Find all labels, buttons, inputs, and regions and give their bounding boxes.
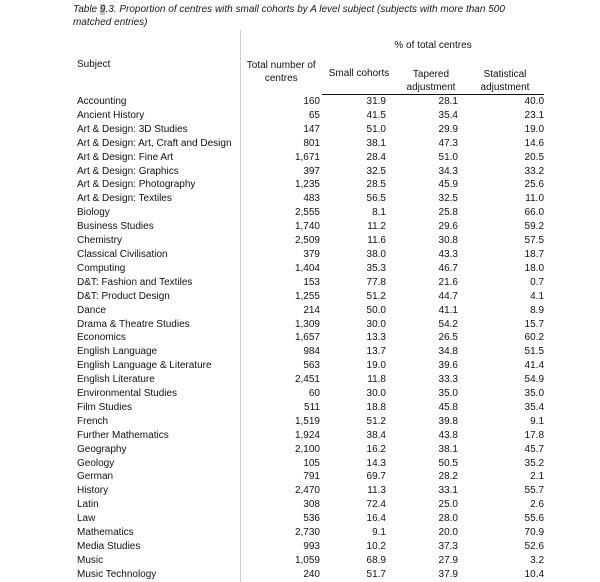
data-table — [72, 30, 544, 582]
cell-total-centres: 511 — [240, 401, 322, 415]
cell-small-cohorts: 51.2 — [366, 290, 386, 302]
cell-tapered-adjustment: 43.8 — [438, 429, 458, 441]
cell-total-centres: 2,555 — [240, 206, 322, 220]
table-row — [72, 109, 544, 123]
cell-subject: Dance — [77, 304, 106, 316]
table-row — [72, 373, 544, 387]
table-row — [72, 290, 544, 304]
cell-subject: Latin — [77, 499, 99, 511]
cell-tapered-adjustment: 27.9 — [438, 554, 458, 566]
table-body — [72, 95, 544, 582]
cell-small-cohorts: 11.8 — [367, 374, 386, 386]
cell-total-centres: 563 — [240, 359, 322, 373]
cell-tapered-adjustment: 29.9 — [438, 123, 458, 135]
cell-tapered-adjustment: 34.8 — [438, 346, 458, 358]
cell-tapered-adjustment: 37.9 — [438, 568, 458, 580]
cell-small-cohorts: 38.4 — [366, 429, 386, 441]
header-statistical-adjustment: Statistical adjustment — [466, 57, 544, 95]
cell-total-centres: 993 — [240, 540, 322, 554]
table-row — [72, 512, 544, 526]
cell-tapered-adjustment: 26.5 — [438, 332, 458, 344]
table-row — [72, 526, 544, 540]
cell-total-centres: 105 — [240, 457, 322, 471]
cell-small-cohorts: 19.0 — [366, 360, 386, 372]
cell-subject: Further Mathematics — [77, 429, 169, 441]
cell-statistical-adjustment: 2.1 — [530, 471, 545, 483]
cell-tapered-adjustment: 28.2 — [438, 471, 458, 483]
cell-subject: Art & Design: Graphics — [77, 165, 179, 177]
cell-subject: Biology — [77, 207, 110, 219]
cell-small-cohorts: 38.1 — [366, 137, 386, 149]
cell-statistical-adjustment: 33.2 — [524, 165, 545, 177]
cell-statistical-adjustment: 15.7 — [524, 318, 545, 330]
table-row — [72, 554, 544, 568]
cell-tapered-adjustment: 39.6 — [438, 360, 458, 372]
cell-statistical-adjustment: 40.0 — [524, 96, 545, 107]
cell-tapered-adjustment: 43.3 — [438, 248, 458, 260]
cell-tapered-adjustment: 47.3 — [438, 137, 458, 149]
table-row — [72, 429, 544, 443]
cell-total-centres: 2,100 — [240, 443, 322, 457]
cell-tapered-adjustment: 32.5 — [438, 193, 458, 205]
table-row — [72, 540, 544, 554]
cell-total-centres: 984 — [240, 345, 322, 359]
cell-subject: English Language — [77, 346, 158, 358]
cell-small-cohorts: 16.2 — [366, 443, 386, 455]
cell-small-cohorts: 72.4 — [366, 499, 386, 511]
cell-subject: Classical Civilisation — [77, 248, 168, 260]
table-row — [72, 192, 544, 206]
cell-total-centres: 1,404 — [240, 262, 322, 276]
cell-small-cohorts: 68.9 — [366, 554, 386, 566]
cell-small-cohorts: 10.2 — [366, 541, 386, 552]
table-row — [72, 318, 544, 332]
cell-small-cohorts: 30.0 — [366, 388, 386, 400]
table-row — [72, 248, 544, 262]
cell-statistical-adjustment: 18.7 — [524, 248, 545, 260]
cell-small-cohorts: 11.2 — [367, 221, 386, 233]
cell-total-centres: 308 — [240, 498, 322, 512]
caption-number-suffix: .3 — [105, 4, 114, 15]
cell-tapered-adjustment: 50.5 — [438, 457, 458, 469]
cell-statistical-adjustment: 25.6 — [524, 179, 545, 191]
cell-tapered-adjustment: 21.6 — [438, 276, 458, 288]
cell-subject: German — [77, 471, 114, 483]
cell-subject: English Language & Literature — [77, 360, 212, 372]
table-row — [72, 262, 544, 276]
cell-statistical-adjustment: 60.2 — [524, 332, 545, 344]
cell-total-centres: 214 — [240, 304, 322, 318]
header-percent-group: % of total centres — [394, 40, 472, 51]
cell-subject: Law — [77, 513, 96, 525]
cell-tapered-adjustment: 29.6 — [438, 221, 458, 233]
cell-tapered-adjustment: 44.7 — [438, 290, 458, 302]
cell-tapered-adjustment: 28.1 — [438, 96, 458, 107]
cell-small-cohorts: 30.0 — [366, 318, 386, 330]
cell-small-cohorts: 16.4 — [366, 513, 386, 525]
cell-small-cohorts: 51.0 — [366, 123, 386, 135]
table-row — [72, 345, 544, 359]
cell-statistical-adjustment: 23.1 — [524, 109, 545, 121]
cell-subject: Art & Design: Art, Craft and Design — [77, 137, 232, 149]
table-row — [72, 498, 544, 512]
header-small-cohorts: Small cohorts — [322, 57, 396, 95]
cell-tapered-adjustment: 25.8 — [438, 207, 458, 219]
cell-statistical-adjustment: 17.8 — [524, 429, 545, 441]
cell-total-centres: 1,740 — [240, 220, 322, 234]
cell-statistical-adjustment: 0.7 — [530, 276, 545, 288]
cell-tapered-adjustment: 35.4 — [438, 109, 458, 121]
cell-tapered-adjustment: 38.1 — [438, 443, 458, 455]
cell-total-centres: 1,235 — [240, 178, 322, 192]
cell-total-centres: 1,059 — [240, 554, 322, 568]
header-total-centres: Total number of centres — [240, 30, 322, 95]
cell-tapered-adjustment: 45.8 — [438, 401, 458, 413]
cell-statistical-adjustment: 70.9 — [524, 527, 545, 539]
cell-small-cohorts: 32.5 — [366, 165, 386, 177]
cell-statistical-adjustment: 51.5 — [524, 346, 545, 358]
cell-subject: Art & Design: Fine Art — [77, 151, 174, 163]
cell-total-centres: 160 — [240, 95, 322, 109]
cell-small-cohorts: 11.3 — [367, 485, 386, 497]
caption-prefix: Table — [73, 4, 100, 15]
cell-statistical-adjustment: 3.2 — [530, 554, 545, 566]
cell-subject: D&T: Product Design — [77, 290, 170, 302]
cell-small-cohorts: 9.1 — [372, 527, 386, 539]
cell-total-centres: 2,451 — [240, 373, 322, 387]
table-row — [72, 359, 544, 373]
cell-total-centres: 1,671 — [240, 151, 322, 165]
cell-total-centres: 1,657 — [240, 331, 322, 345]
cell-small-cohorts: 31.9 — [366, 96, 386, 107]
cell-total-centres: 1,309 — [240, 318, 322, 332]
table-row — [72, 401, 544, 415]
cell-tapered-adjustment: 35.0 — [438, 388, 458, 400]
cell-small-cohorts: 13.3 — [366, 332, 386, 344]
cell-tapered-adjustment: 46.7 — [438, 262, 458, 274]
cell-subject: French — [77, 415, 109, 427]
cell-subject: D&T: Fashion and Textiles — [77, 276, 193, 288]
cell-subject: Drama & Theatre Studies — [77, 318, 190, 330]
cell-total-centres: 791 — [240, 470, 322, 484]
cell-small-cohorts: 13.7 — [366, 346, 386, 358]
cell-subject: Ancient History — [77, 109, 145, 121]
table-row — [72, 443, 544, 457]
table-row — [72, 484, 544, 498]
table-row — [72, 137, 544, 151]
table-row — [72, 457, 544, 471]
table-row — [72, 95, 544, 109]
cell-small-cohorts: 8.1 — [372, 207, 386, 219]
cell-statistical-adjustment: 57.5 — [524, 235, 545, 247]
cell-subject: Mathematics — [77, 527, 134, 539]
header-tapered-adjustment: Tapered adjustment — [396, 57, 466, 95]
cell-tapered-adjustment: 25.0 — [438, 499, 458, 511]
cell-subject: Geography — [77, 443, 127, 455]
cell-subject: Geology — [77, 457, 115, 469]
cell-statistical-adjustment: 35.2 — [524, 457, 545, 469]
caption-number-highlight: 9 — [99, 4, 106, 15]
cell-tapered-adjustment: 54.2 — [438, 318, 458, 330]
cell-statistical-adjustment: 52.6 — [524, 541, 545, 552]
cell-statistical-adjustment: 35.0 — [524, 388, 545, 400]
table-row — [72, 206, 544, 220]
cell-subject: Accounting — [77, 95, 127, 107]
table-row — [72, 304, 544, 318]
table-row — [72, 234, 544, 248]
cell-tapered-adjustment: 28.0 — [438, 513, 458, 525]
cell-small-cohorts: 41.5 — [366, 109, 386, 121]
cell-small-cohorts: 11.6 — [367, 235, 386, 247]
table-caption — [73, 4, 543, 29]
cell-statistical-adjustment: 66.0 — [524, 207, 545, 219]
cell-statistical-adjustment: 55.7 — [524, 485, 545, 497]
cell-tapered-adjustment: 39.8 — [438, 415, 458, 427]
cell-total-centres: 2,730 — [240, 526, 322, 540]
cell-statistical-adjustment: 19.0 — [524, 123, 545, 135]
cell-total-centres: 153 — [240, 276, 322, 290]
cell-tapered-adjustment: 51.0 — [438, 151, 458, 163]
caption-text: . Proportion of centres with small cohorts by A level subject (subjects with more than 500 matched entries) — [73, 4, 505, 28]
table-row — [72, 331, 544, 345]
cell-total-centres: 1,924 — [240, 429, 322, 443]
table-row — [72, 470, 544, 484]
header-subject: Subject — [77, 59, 111, 70]
cell-subject: Film Studies — [77, 401, 133, 413]
cell-tapered-adjustment: 45.9 — [438, 179, 458, 191]
table-row — [72, 415, 544, 429]
cell-statistical-adjustment: 20.5 — [524, 151, 545, 163]
cell-tapered-adjustment: 33.1 — [438, 485, 458, 497]
cell-subject: Art & Design: Photography — [77, 179, 196, 191]
cell-subject: Art & Design: 3D Studies — [77, 123, 188, 135]
table-row — [72, 151, 544, 165]
cell-tapered-adjustment: 41.1 — [438, 304, 458, 316]
cell-statistical-adjustment: 8.9 — [530, 304, 545, 316]
cell-statistical-adjustment: 45.7 — [524, 443, 545, 455]
cell-tapered-adjustment: 20.0 — [438, 527, 458, 539]
cell-subject: History — [77, 485, 109, 497]
cell-small-cohorts: 77.8 — [366, 276, 386, 288]
cell-small-cohorts: 28.4 — [366, 151, 386, 163]
cell-total-centres: 1,519 — [240, 415, 322, 429]
cell-statistical-adjustment: 14.6 — [524, 137, 545, 149]
cell-subject: Business Studies — [77, 221, 154, 233]
table-header — [72, 30, 544, 95]
cell-total-centres: 2,470 — [240, 484, 322, 498]
cell-statistical-adjustment: 54.9 — [524, 374, 545, 386]
cell-total-centres: 379 — [240, 248, 322, 262]
table-row — [72, 165, 544, 179]
table-row — [72, 178, 544, 192]
cell-small-cohorts: 35.3 — [366, 262, 386, 274]
cell-statistical-adjustment: 4.1 — [530, 290, 545, 302]
cell-subject: Music Technology — [77, 568, 157, 580]
cell-small-cohorts: 50.0 — [366, 304, 386, 316]
cell-total-centres: 240 — [240, 568, 322, 582]
cell-statistical-adjustment: 11.0 — [525, 193, 545, 205]
cell-statistical-adjustment: 41.4 — [524, 360, 545, 372]
cell-subject: Music — [77, 554, 104, 566]
cell-subject: Economics — [77, 332, 126, 344]
cell-small-cohorts: 69.7 — [366, 471, 386, 483]
cell-statistical-adjustment: 18.0 — [524, 262, 545, 274]
cell-small-cohorts: 18.8 — [366, 401, 386, 413]
cell-subject: Art & Design: Textiles — [77, 193, 172, 205]
cell-small-cohorts: 56.5 — [366, 193, 386, 205]
cell-total-centres: 801 — [240, 137, 322, 151]
cell-total-centres: 65 — [240, 109, 322, 123]
cell-small-cohorts: 14.3 — [366, 457, 386, 469]
cell-subject: Media Studies — [77, 541, 141, 552]
table-row — [72, 387, 544, 401]
cell-statistical-adjustment: 9.1 — [530, 415, 545, 427]
cell-total-centres: 147 — [240, 123, 322, 137]
cell-tapered-adjustment: 34.3 — [438, 165, 458, 177]
cell-statistical-adjustment: 55.6 — [524, 513, 545, 525]
cell-total-centres: 483 — [240, 192, 322, 206]
table-row — [72, 220, 544, 234]
cell-subject: Computing — [77, 262, 126, 274]
cell-statistical-adjustment: 35.4 — [524, 401, 545, 413]
cell-total-centres: 536 — [240, 512, 322, 526]
cell-statistical-adjustment: 2.6 — [530, 499, 545, 511]
cell-subject: Environmental Studies — [77, 388, 178, 400]
cell-tapered-adjustment: 30.8 — [438, 235, 458, 247]
cell-statistical-adjustment: 10.4 — [524, 568, 545, 580]
cell-total-centres: 397 — [240, 165, 322, 179]
data-table-container — [72, 30, 544, 582]
cell-small-cohorts: 28.5 — [366, 179, 386, 191]
cell-small-cohorts: 51.2 — [366, 415, 386, 427]
table-row — [72, 276, 544, 290]
cell-statistical-adjustment: 59.2 — [524, 221, 545, 233]
cell-tapered-adjustment: 37.3 — [438, 541, 458, 552]
cell-small-cohorts: 51.7 — [366, 568, 386, 580]
cell-total-centres: 60 — [240, 387, 322, 401]
cell-total-centres: 1,255 — [240, 290, 322, 304]
cell-tapered-adjustment: 33.3 — [438, 374, 458, 386]
cell-small-cohorts: 38.0 — [366, 248, 386, 260]
cell-total-centres: 2,509 — [240, 234, 322, 248]
cell-subject: English Literature — [77, 374, 155, 386]
table-row — [72, 123, 544, 137]
cell-subject: Chemistry — [77, 235, 123, 247]
table-row — [72, 568, 544, 582]
